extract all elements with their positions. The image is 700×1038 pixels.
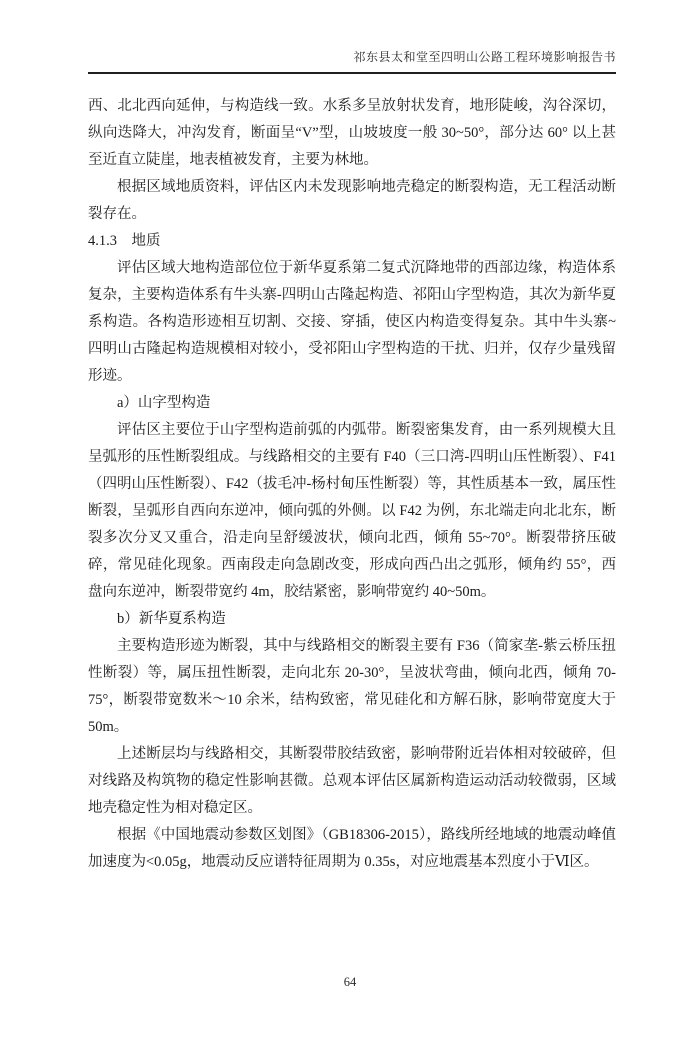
paragraph: 根据区域地质资料，评估区内未发现影响地壳稳定的断裂构造，无工程活动断裂存在。 [88,179,616,222]
paragraph-continuation: 西、北北西向延伸，与构造线一致。水系多呈放射状发育，地形陡峻，沟谷深切，纵向迭降大，冲沟发育，断面呈“V”型，山坡坡度一般 30~50°，部分达 60° 以上甚至近直立陡崖，地表植被发育，主要为林地。 [88,98,616,168]
page-header [88,48,616,74]
section-number: 4.1.3 [88,233,117,249]
header-title: 祁东县太和堂至四明山公路工程环境影响报告书 [353,50,616,64]
section-heading [88,228,616,255]
paragraph: 评估区域大地构造部位位于新华夏系第二复式沉降地带的西部边缘，构造体系复杂，主要构造体系有牛头寨-四明山古隆起构造、祁阳山字型构造，其次为新华夏系构造。各构造形迹相互切割、交接、穿插，使区内构造变得复杂。其中牛头寨~四明山古隆起构造规模相对较小，受祁阳山字型构造的干扰、归并，仅存少量残留形迹。 [88,260,616,384]
subheading-b: b）新华夏系构造 [117,611,226,627]
section-title: 地质 [131,233,161,249]
document-body [88,93,616,876]
subheading-a: a）山字型构造 [117,395,211,411]
paragraph: 主要构造形迹为断裂，其中与线路相交的断裂主要有 F36（简家垄-紫云桥压扭性断裂）等，属压扭性断裂，走向北东 20-30°，呈波状弯曲，倾向北西，倾角 70-75°，断裂带宽数米～10 余米，结构致密，常见硅化和方解石脉，影响带宽度大于 50m。 [88,638,616,735]
page-footer [0,975,700,990]
paragraph: 评估区主要位于山字型构造前弧的内弧带。断裂密集发育，由一系列规模大且呈弧形的压性断裂组成。与线路相交的主要有 F40（三口湾-四明山压性断裂）、F41（四明山压性断裂）、F42（拔毛冲-杨村甸压性断裂）等，其性质基本一致，属压性断裂，呈弧形自西向东逆冲，倾向弧的外侧。以 F42 为例，东北端走向北北东，断裂多次分叉又重合，沿走向呈舒缓波状，倾向北西，倾角 55~70°。断裂带挤压破碎，常见硅化现象。西南段走向急剧改变，形成向西凸出之弧形，倾角约 55°，西盘向东逆冲，断裂带宽约 4m，胶结紧密，影响带宽约 40~50m。 [88,422,616,600]
paragraph: 根据《中国地震动参数区划图》（GB18306-2015），路线所经地域的地震动峰值加速度为<0.05g，地震动反应谱特征周期为 0.35s，对应地震基本烈度小于Ⅵ区。 [88,827,616,870]
document-page [0,48,700,1038]
paragraph: 上述断层均与线路相交，其断裂带胶结致密，影响带附近岩体相对较破碎，但对线路及构筑物的稳定性影响甚微。总观本评估区属新构造运动活动较微弱，区域地壳稳定性为相对稳定区。 [88,746,616,816]
page-number: 64 [343,975,357,989]
